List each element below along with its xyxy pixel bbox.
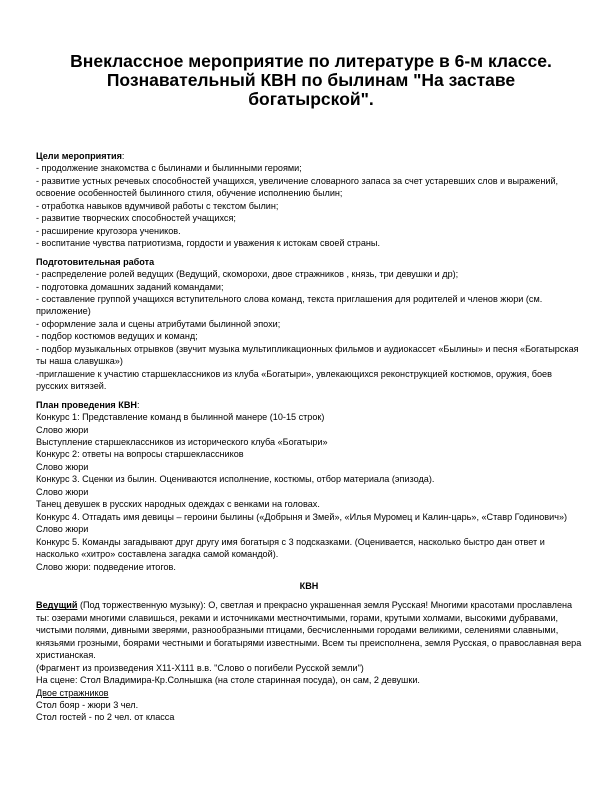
prep-heading: Подготовительная работа [36, 256, 155, 267]
list-item: - воспитание чувства патриотизма, гордости и уважения к истокам своей страны. [36, 238, 380, 249]
source-note: (Фрагмент из произведения Х11-Х111 в.в. "Слово о погибели Русской земли") [36, 662, 364, 673]
list-item: Конкурс 4. Отгадать имя девицы – героини былины («Добрыня и Змей», «Илья Муромец и Калин-царь», «Ставр Годинович») [36, 511, 568, 522]
title-line: богатырской". [248, 89, 374, 109]
script-section [36, 599, 582, 724]
list-item: Слово жюри [36, 486, 89, 497]
list-item: Выступление старшеклассников из исторического клуба «Богатыри» [36, 436, 328, 447]
plan-heading-line [36, 399, 582, 411]
list-item: - расширение кругозора учеников. [36, 225, 181, 236]
boyars-table: Стол бояр - жюри 3 чел. [36, 700, 139, 711]
speaker-name: Ведущий [36, 600, 78, 611]
section-title: КВН [299, 580, 319, 591]
list-item: - продолжение знакомства с былинами и былинными героями; [36, 163, 302, 174]
title-line: Внеклассное мероприятие по литературе в 6-м классе. [70, 51, 552, 71]
list-item: - подбор костюмов ведущих и команд; [36, 331, 198, 342]
document-title [30, 52, 592, 109]
list-item: - подбор музыкальных отрывков (звучит музыка мультипликационных фильмов и аудиокассет «Былины» и песня «Богатырская ты наша славушка») [36, 343, 579, 367]
list-item: Конкурс 3. Сценки из былин. Оцениваются исполнение, костюмы, отбор материала (эпизода). [36, 474, 435, 485]
list-item: Слово жюри [36, 524, 89, 535]
guards-heading: Двое стражников [36, 687, 109, 698]
prep-section [36, 256, 582, 393]
list-item: - составление группой учащихся вступительного слова команд, текста приглашения для родителей и членов жюри (см. приложение) [36, 293, 543, 317]
list-item: -приглашение к участию старшеклассников из клуба «Богатыри», увлекающихся реконструкцией костюмов, оружия, боев русских витязей. [36, 368, 552, 392]
list-item: - развитие творческих способностей учащихся; [36, 213, 236, 224]
host-speech [36, 599, 582, 661]
speech-text: (Под торжественную музыку): О, светлая и прекрасно украшенная земля Русская! Многими красотами прославлена ты: озерами многими славишься, реками и источниками местночтимыми, горами, крутыми холмами, высокими дубравами, чистыми полями, дивными зверями, разнообразными птицами, бесчисленными городами великими, селениями славными, князьями грозными, боярами честными и богатырями известными. Всем ты преисполнена, земля Русская, о православная вера христианская. [36, 600, 582, 661]
list-item: Конкурс 2: ответы на вопросы старшеклассников [36, 449, 244, 460]
stage-note: На сцене: Стол Владимира-Кр.Солнышка (на столе старинная посуда), он сам, 2 девушки. [36, 675, 420, 686]
list-item: Слово жюри: подведение итогов. [36, 561, 176, 572]
list-item: - развитие устных речевых способностей учащихся, увеличение словарного запаса за счет устаревших слов и выражений, освоение особенностей былинного стиля, обучение исполнению былин; [36, 175, 559, 199]
list-item: - распределение ролей ведущих (Ведущий, скоморохи, двое стражников , князь, три девушки и др); [36, 269, 459, 280]
document-body [36, 150, 582, 724]
list-item: Конкурс 5. Команды загадывают друг другу имя богатыря с 3 подсказками. (Оценивается, насколько быстро дан ответ и насколько «хитро» составлена загадка самой командой). [36, 536, 545, 560]
plan-heading: План проведения КВН [36, 399, 137, 410]
list-item: Танец девушек в русских народных одеждах с венками на головах. [36, 499, 320, 510]
plan-heading-suffix: : [136, 399, 140, 410]
plan-section [36, 399, 582, 573]
title-line: Познавательный КВН по былинам "На заставе [106, 70, 516, 90]
list-item: Слово жюри [36, 461, 89, 472]
goals-heading-suffix: : [121, 151, 125, 161]
list-item: Конкурс 1: Представление команд в былинной манере (10-15 строк) [36, 412, 325, 423]
list-item: - подготовка домашних заданий командами; [36, 281, 224, 292]
list-item: - оформление зала и сцены атрибутами былинной эпохи; [36, 318, 281, 329]
list-item: - отработка навыков вдумчивой работы с текстом былин; [36, 200, 279, 211]
list-item: Слово жюри [36, 424, 89, 435]
guests-table: Стол гостей - по 2 чел. от класса [36, 712, 175, 723]
goals-heading-line [36, 150, 582, 162]
goals-heading: Цели мероприятия [36, 151, 122, 161]
goals-section [36, 150, 582, 250]
